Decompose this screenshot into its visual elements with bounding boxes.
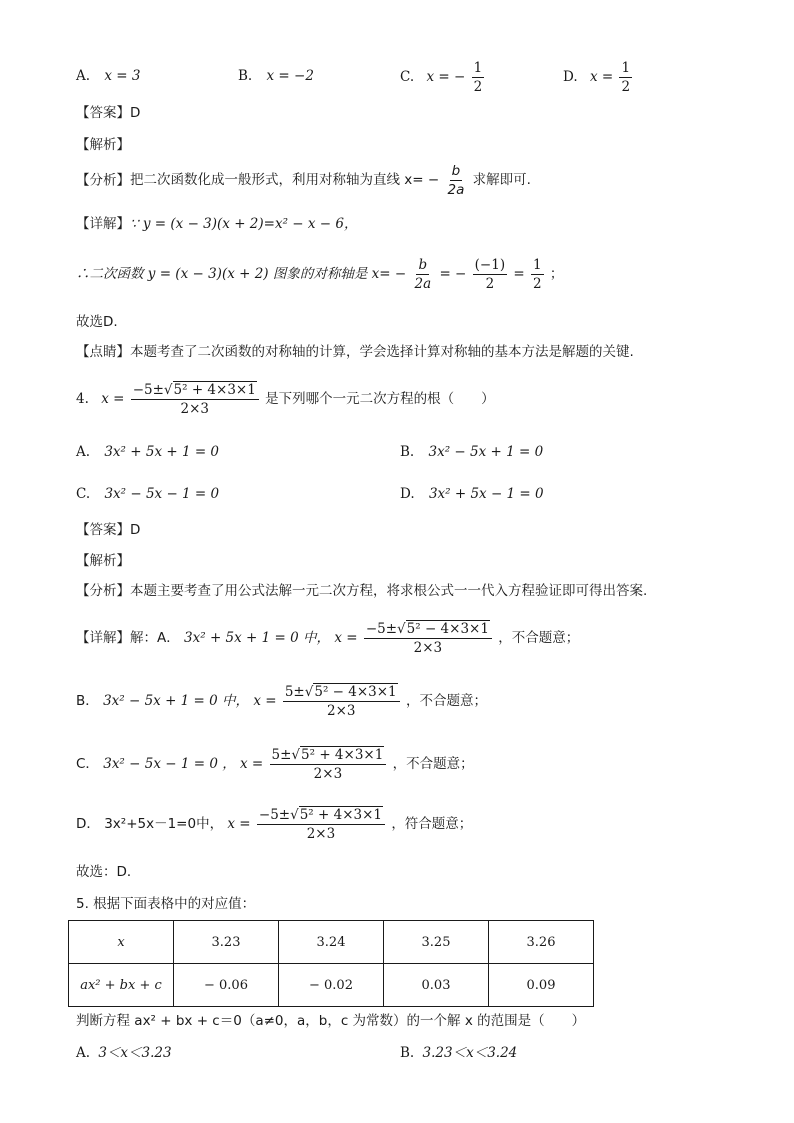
- table-row: [69, 964, 594, 1007]
- option-letter: A.: [76, 444, 91, 460]
- fenxi-text: 本题主要考查了用公式法解一元二次方程，将求根公式一一代入方程验证即可得出答案.: [130, 583, 648, 599]
- sqrt: √5² + 4×3×1: [163, 382, 256, 398]
- option-letter: C.: [76, 486, 91, 502]
- frac-pm: −5±: [132, 382, 164, 398]
- detail-suffix: ，不合题意；: [498, 629, 580, 646]
- q3-option-c[interactable]: [400, 61, 486, 94]
- frac-den: 2: [485, 276, 495, 293]
- q3-option-a[interactable]: [76, 70, 140, 84]
- fraction: [446, 164, 467, 197]
- detail-prefix: B．: [76, 692, 99, 709]
- detail-lhs: x =: [253, 692, 277, 709]
- radicand: 5² − 4×3×1: [314, 684, 397, 700]
- table-cell: 3.25: [384, 921, 489, 964]
- option-letter: A.: [76, 68, 91, 84]
- sqrt: √5² + 4×3×1: [290, 807, 383, 823]
- fenxi-text: 把二次函数化成一般形式，利用对称轴为直线 x=: [130, 171, 424, 188]
- q5-option-a[interactable]: [76, 1047, 172, 1061]
- frac-num: 1: [619, 61, 632, 78]
- frac-den: 2×3: [413, 640, 443, 657]
- detail-prefix: D．: [76, 815, 100, 832]
- xiangjie-tag: 【详解】: [76, 216, 130, 232]
- detail-lhs: x =: [240, 755, 264, 772]
- q5-question: 判断方程 ax² + bx + c＝0（a≠0，a，b，c 为常数）的一个解 x 的范围是（ ）: [76, 1013, 586, 1029]
- q3-answer: [76, 107, 140, 121]
- root-formula: [270, 748, 387, 781]
- table-cell: − 0.06: [174, 964, 279, 1007]
- frac-num: (−1): [473, 258, 507, 275]
- fraction: [413, 258, 434, 291]
- axis-end: ；: [549, 265, 564, 282]
- answer-value: D: [130, 105, 141, 121]
- table-cell: − 0.02: [279, 964, 384, 1007]
- sqrt: √5² + 4×3×1: [291, 747, 384, 763]
- fraction: [619, 61, 632, 94]
- q3-xiangjie: [76, 218, 358, 232]
- q4-fenxi: [76, 585, 647, 599]
- detail-suffix: ，不合题意；: [392, 755, 474, 772]
- q4-detail-b: [76, 685, 487, 718]
- q4-detail-a: [76, 622, 579, 655]
- frac-den: 2×3: [306, 826, 336, 843]
- detail-prefix: C．: [76, 755, 99, 772]
- q4-detail-c: [76, 748, 474, 781]
- stem-text: 是下列哪个一元二次方程的根（ ）: [265, 390, 495, 407]
- q4-option-b[interactable]: [400, 446, 543, 460]
- option-expr: x = −2: [266, 68, 314, 84]
- detail-eq: 3x² − 5x − 1 = 0 ，: [103, 755, 236, 772]
- fraction: [473, 258, 507, 291]
- option-expr: x = 3: [104, 68, 141, 84]
- answer-tag: 【答案】: [76, 105, 130, 121]
- option-letter: B.: [400, 444, 415, 460]
- option-expr: 3x² − 5x − 1 = 0: [104, 486, 220, 502]
- table-cell: 3.23: [174, 921, 279, 964]
- detail-suffix: ，不合题意；: [405, 692, 487, 709]
- detail-eq: 3x² + 5x + 1 = 0 中，: [184, 629, 331, 646]
- detail-eq: 3x²+5x－1=0中，: [104, 815, 224, 832]
- root-formula: [257, 808, 385, 841]
- answer-tag: 【答案】: [76, 522, 130, 538]
- detail-prefix: 【详解】解：A．: [76, 629, 180, 646]
- table-cell: 0.03: [384, 964, 489, 1007]
- xiangjie-expr: ∵ y = (x − 3)(x + 2)=x² − x − 6，: [130, 216, 358, 232]
- q5-option-b[interactable]: [400, 1047, 517, 1061]
- q3-option-b[interactable]: [238, 70, 314, 84]
- frac-den: 2×3: [180, 401, 210, 418]
- table-cell: ax² + bx + c: [69, 964, 174, 1007]
- question-number: 4.: [76, 390, 89, 407]
- detail-lhs: x =: [227, 815, 251, 832]
- q4-analysis-tag: 【解析】: [76, 553, 130, 569]
- table-cell: 3.24: [279, 921, 384, 964]
- frac-pm: 5±: [271, 747, 292, 763]
- frac-den: 2: [621, 79, 631, 96]
- sqrt: √5² − 4×3×1: [304, 684, 397, 700]
- fraction: [472, 61, 485, 94]
- fenxi-tag: 【分析】: [76, 172, 130, 189]
- frac-den: 2: [533, 276, 542, 293]
- option-letter: A.: [76, 1045, 91, 1061]
- frac-den: 2a: [447, 182, 465, 199]
- q4-option-d[interactable]: [400, 488, 544, 502]
- option-expr: x = −: [426, 68, 466, 85]
- q4-stem: [76, 383, 495, 416]
- option-letter: B.: [400, 1045, 415, 1061]
- q3-analysis-tag: 【解析】: [76, 137, 130, 153]
- frac-den: 2×3: [327, 703, 356, 720]
- fenxi-end: 求解即可.: [472, 171, 531, 188]
- frac-den: 2×3: [313, 766, 343, 783]
- detail-eq: 3x² − 5x + 1 = 0 中，: [103, 692, 250, 709]
- option-letter: D.: [563, 69, 578, 86]
- q3-axis-line: ∴二次函数 y = (x − 3)(x + 2) 图象的对称轴是 x= − $\frac{b}{2a}$ = − $\frac{(-1)}{2}$ = $\frac{1}{2}$ ；: [76, 257, 564, 293]
- option-expr: 3＜x＜3.23: [98, 1045, 172, 1061]
- option-expr: 3x² + 5x − 1 = 0: [428, 486, 544, 502]
- table-cell: 3.26: [489, 921, 594, 964]
- frac-num: 1: [531, 258, 544, 275]
- option-letter: C.: [400, 69, 415, 86]
- q4-detail-d: [76, 808, 472, 841]
- q4-guxuan: 故选：D．: [76, 864, 141, 880]
- option-expr: 3x² − 5x + 1 = 0: [428, 444, 544, 460]
- radicand: 5² + 4×3×1: [301, 747, 384, 763]
- axis-text: ∴二次函数 y = (x − 3)(x + 2) 图象的对称轴是 x=: [76, 265, 391, 282]
- frac-den: 2: [473, 79, 483, 96]
- frac-num: b: [450, 164, 463, 181]
- frac-num: b: [416, 258, 429, 275]
- option-expr: x =: [589, 68, 614, 85]
- frac-pm: 5±: [284, 684, 305, 700]
- detail-suffix: ，符合题意；: [391, 815, 473, 832]
- radicand: 5² + 4×3×1: [299, 807, 383, 823]
- q5-stem: 5. 根据下面表格中的对应值：: [76, 896, 256, 912]
- frac-den: 2a: [414, 276, 432, 293]
- answer-value: D: [130, 522, 141, 538]
- frac-pm: −5±: [365, 621, 398, 637]
- option-expr: 3.23＜x＜3.24: [422, 1045, 518, 1061]
- table-row: [69, 921, 594, 964]
- option-letter: B.: [238, 68, 253, 84]
- frac-pm: −5±: [258, 807, 291, 823]
- q3-dianjing: [76, 346, 634, 360]
- q4-option-c[interactable]: [76, 488, 219, 502]
- option-letter: D.: [400, 486, 415, 502]
- q3-fenxi: 【分析】把二次函数化成一般形式，利用对称轴为直线 x= − $\frac{b}{2a}$ 求解即可.: [76, 163, 531, 199]
- q4-answer: [76, 524, 140, 538]
- q3-guxuan: 故选D.: [76, 314, 118, 330]
- q4-option-a[interactable]: [76, 446, 219, 460]
- fenxi-tag: 【分析】: [76, 583, 130, 599]
- root-formula: [131, 383, 259, 416]
- table-cell: 0.09: [489, 964, 594, 1007]
- radicand: 5² − 4×3×1: [406, 621, 489, 637]
- dianjing-text: 本题考查了二次函数的对称轴的计算，学会选择计算对称轴的基本方法是解题的关键.: [130, 344, 634, 360]
- fraction: [531, 258, 544, 291]
- radicand: 5² + 4×3×1: [173, 382, 256, 398]
- frac-num: 1: [472, 61, 485, 78]
- value-table: [68, 920, 594, 1007]
- detail-lhs: x =: [334, 629, 358, 646]
- q3-option-d[interactable]: [563, 61, 634, 94]
- root-formula: [283, 685, 400, 718]
- root-formula: [364, 622, 492, 655]
- stem-lhs: x =: [101, 390, 125, 407]
- table-cell: x: [69, 921, 174, 964]
- dianjing-tag: 【点睛】: [76, 344, 130, 360]
- sqrt: √5² − 4×3×1: [397, 621, 489, 637]
- option-expr: 3x² + 5x + 1 = 0: [104, 444, 220, 460]
